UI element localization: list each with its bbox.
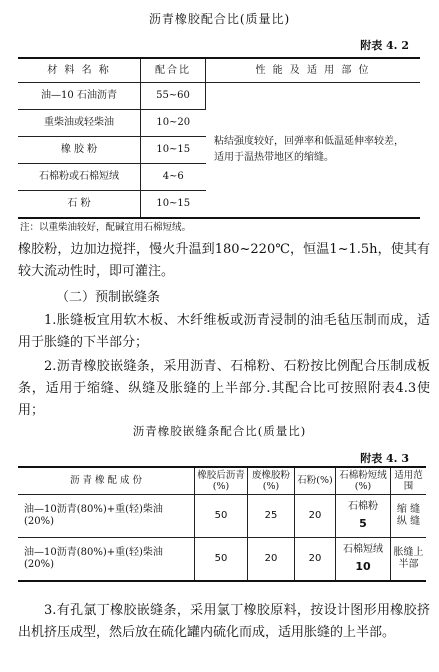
t1-header-material: 材 料 名 称 bbox=[18, 58, 141, 83]
table-row bbox=[18, 538, 426, 582]
t1-cell-ratio: 10~15 bbox=[141, 191, 206, 219]
t1-cell-ratio: 10~20 bbox=[141, 110, 206, 137]
t2-cell-asphalt: 50 bbox=[195, 495, 248, 538]
table-row bbox=[18, 83, 420, 110]
t2-header-composition: 沥 青 橡 配 成 份 bbox=[18, 467, 195, 495]
table2-header-row bbox=[18, 467, 426, 495]
paragraph-item-3: 3.有孔氯丁橡胶嵌缝条，采用氯丁橡胶原料，按设计图形用橡胶挤出机挤压成型，然后放在硫化罐内硫化而成，适用胀缝的上半部。 bbox=[18, 603, 430, 640]
t2-header-stone: 石粉(%) bbox=[295, 467, 336, 495]
t2-header-asphalt: 橡胶后沥青(%) bbox=[195, 467, 248, 495]
t2-cell-range: 缩 缝 纵 缝 bbox=[391, 495, 427, 538]
t1-cell-ratio: 10~15 bbox=[141, 137, 206, 164]
table-row bbox=[18, 495, 426, 538]
paragraph-item-1: 1.胀缝板宜用软木板、木纤维板或沥青浸制的油毛毡压制而成，适用于胀缝的下半部分； bbox=[18, 313, 430, 350]
table1-title: 沥青橡胶配合比(质量比) bbox=[148, 12, 291, 26]
t2-cell-stone: 20 bbox=[295, 495, 336, 538]
t1-cell-performance: 粘结强度较好，回弹率和低温延伸率较差，适用于温热带地区的缩缝。 bbox=[206, 83, 421, 219]
paragraph-item-2: 2.沥青橡胶嵌缝条，采用沥青、石棉粉、石粉按比例配合压制成板条，适用于缩缝、纵缝及胀缝的上半部分.其配合比可按照附表4.3使用； bbox=[18, 359, 430, 418]
t1-cell-ratio: 55~60 bbox=[141, 83, 206, 110]
t1-cell-material: 石棉粉或石棉短绒 bbox=[18, 164, 141, 191]
t2-asbestos-type: 石棉粉 bbox=[348, 501, 378, 513]
section-heading: （二）预制嵌缝条 bbox=[56, 290, 161, 305]
table2 bbox=[18, 466, 426, 582]
t1-cell-material: 橡 胶 粉 bbox=[18, 137, 141, 164]
t2-cell-composition: 油—10沥青(80%)+重(轻)柴油(20%) bbox=[18, 495, 195, 538]
t1-header-ratio: 配合比 bbox=[141, 58, 206, 83]
t2-cell-range: 胀缝上半部 bbox=[391, 538, 427, 582]
t2-cell-asbestos bbox=[336, 495, 391, 538]
t1-header-performance: 性 能 及 适 用 部 位 bbox=[206, 58, 421, 83]
table1-note: 注：以重柴油较好，配碱宜用石棉短绒。 bbox=[20, 222, 192, 233]
t2-asbestos-value: 5 bbox=[359, 517, 367, 531]
table1-label: 附表 4. 2 bbox=[360, 39, 409, 52]
t1-cell-material: 石 粉 bbox=[18, 191, 141, 219]
t2-cell-asphalt: 50 bbox=[195, 538, 248, 582]
t1-cell-material: 重柴油或轻柴油 bbox=[18, 110, 141, 137]
t2-cell-asbestos bbox=[336, 538, 391, 582]
t2-cell-stone: 20 bbox=[295, 538, 336, 582]
t2-asbestos-type: 石棉短绒 bbox=[343, 544, 383, 556]
t2-header-rubber: 废橡胶粉(%) bbox=[248, 467, 295, 495]
t1-cell-ratio: 4~6 bbox=[141, 164, 206, 191]
table1-header-row bbox=[18, 58, 420, 83]
t2-cell-composition: 油—10沥青(80%)+重(轻)柴油(20%) bbox=[18, 538, 195, 582]
t2-cell-rubber: 20 bbox=[248, 538, 295, 582]
table1 bbox=[18, 57, 420, 219]
t2-header-asbestos: 石棉粉短绒(%) bbox=[336, 467, 391, 495]
t2-asbestos-value: 10 bbox=[355, 560, 371, 574]
t2-header-range: 适用范围 bbox=[391, 467, 427, 495]
paragraph-continuation: 橡胶粉，边加边搅拌，慢火升温到180~220℃，恒温1~1.5h，使其有较大流动性时，即可灌注。 bbox=[18, 242, 430, 279]
table2-title: 沥青橡胶嵌缝条配合比(质量比) bbox=[132, 424, 307, 438]
t2-cell-rubber: 25 bbox=[248, 495, 295, 538]
t1-cell-material: 油—10 石油沥青 bbox=[18, 83, 141, 110]
table2-label: 附表 4. 3 bbox=[360, 452, 409, 465]
